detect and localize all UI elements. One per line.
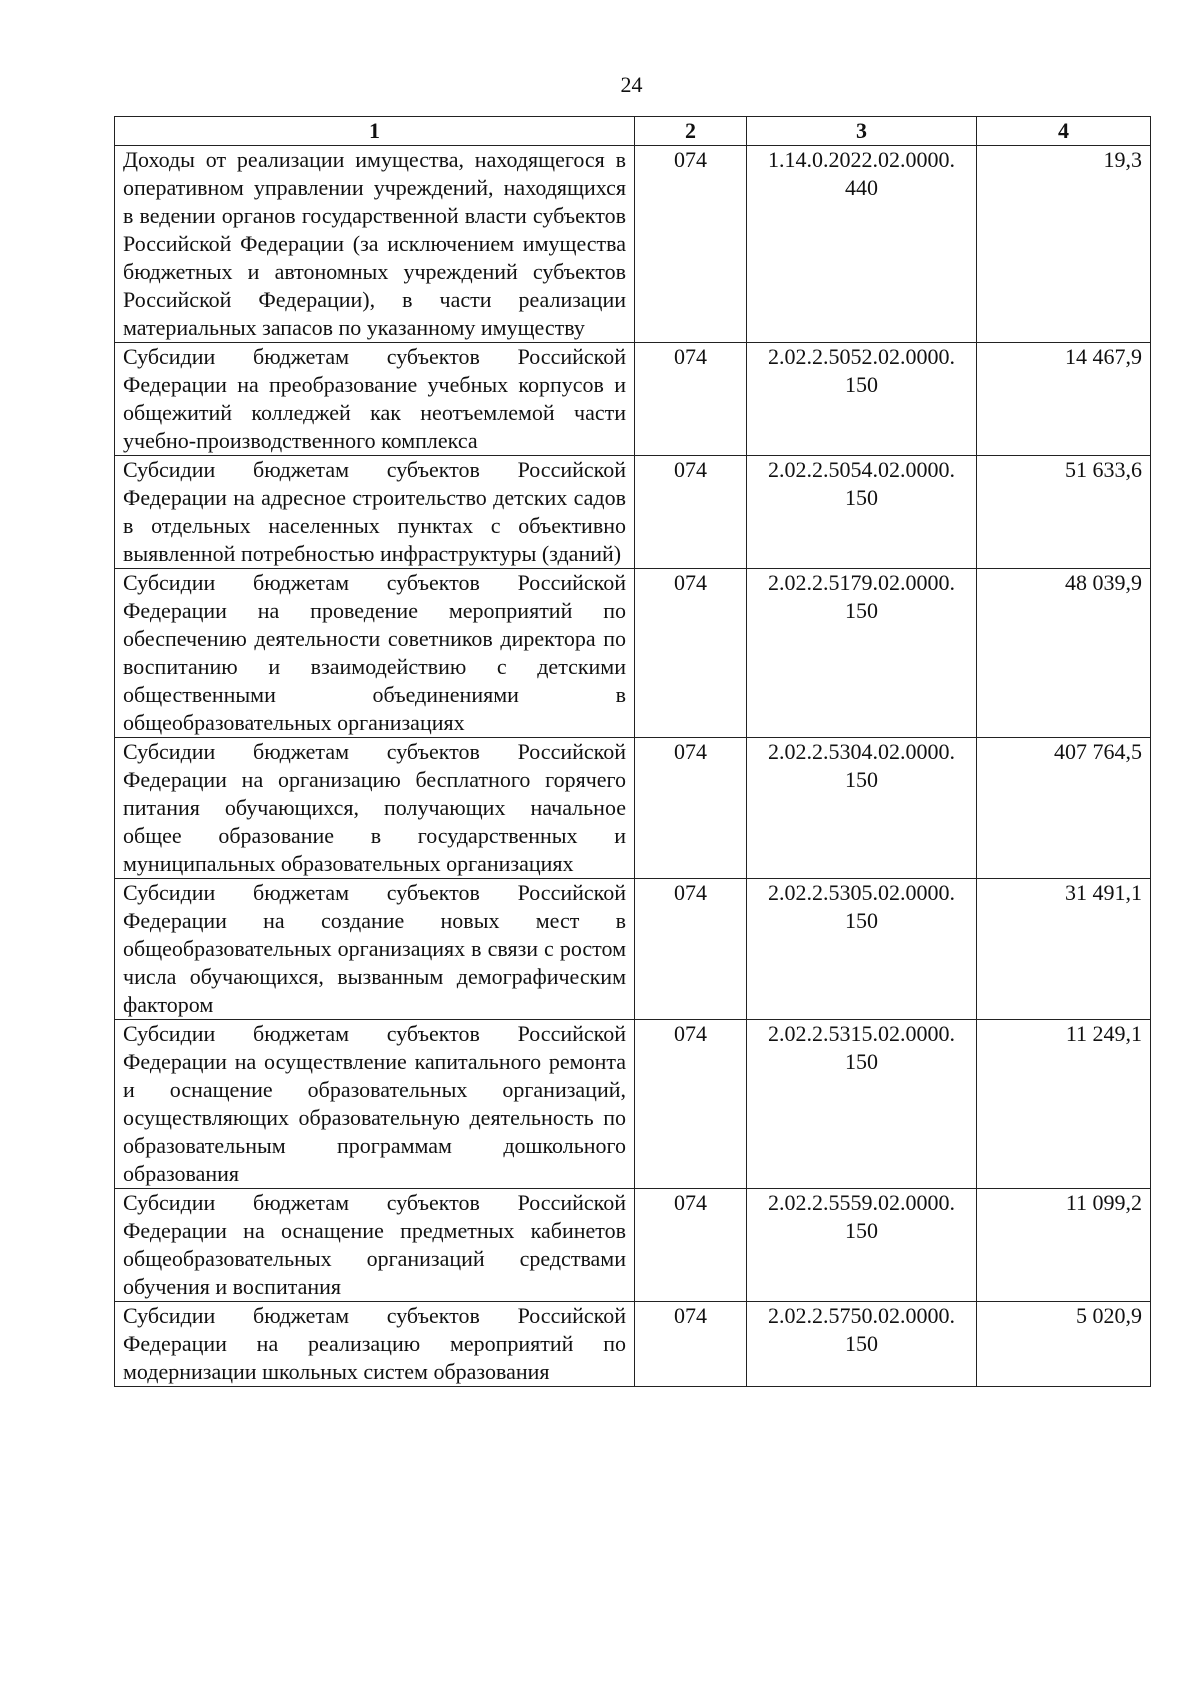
table-row (115, 1189, 1151, 1302)
amount-value: 19,3 (977, 146, 1151, 343)
amount-value: 14 467,9 (977, 343, 1151, 456)
header-row (115, 117, 1151, 146)
revenue-table (114, 116, 1151, 1387)
revenue-description: Доходы от реализации имущества, находящегося в оперативном управлении учреждений, находящихся в ведении органов государственной власти субъектов Российской Федерации (за исключением имущества бюджетных и автономных учреждений субъектов Российской Федерации), в части реализации материальных запасов по указанному имуществу (115, 146, 635, 343)
amount-value: 11 099,2 (977, 1189, 1151, 1302)
administrator-code: 074 (635, 738, 747, 879)
table-row (115, 456, 1151, 569)
amount-value: 407 764,5 (977, 738, 1151, 879)
budget-classification-code: 2.02.2.5054.02.0000. 150 (747, 456, 977, 569)
table-row (115, 343, 1151, 456)
amount-value: 51 633,6 (977, 456, 1151, 569)
revenue-description: Субсидии бюджетам субъектов Российской Федерации на создание новых мест в общеобразовательных организациях в связи с ростом числа обучающихся, вызванным демографическим фактором (115, 879, 635, 1020)
administrator-code: 074 (635, 879, 747, 1020)
budget-classification-code: 1.14.0.2022.02.0000. 440 (747, 146, 977, 343)
table-row (115, 879, 1151, 1020)
header-col-4: 4 (977, 117, 1151, 146)
amount-value: 11 249,1 (977, 1020, 1151, 1189)
budget-classification-code: 2.02.2.5304.02.0000. 150 (747, 738, 977, 879)
amount-value: 48 039,9 (977, 569, 1151, 738)
budget-classification-code: 2.02.2.5052.02.0000. 150 (747, 343, 977, 456)
table-row (115, 1302, 1151, 1387)
administrator-code: 074 (635, 1020, 747, 1189)
header-col-3: 3 (747, 117, 977, 146)
revenue-description: Субсидии бюджетам субъектов Российской Федерации на адресное строительство детских садов в отдельных населенных пунктах с объективно выявленной потребностью инфраструктуры (зданий) (115, 456, 635, 569)
table-header (115, 117, 1151, 146)
administrator-code: 074 (635, 569, 747, 738)
budget-classification-code: 2.02.2.5315.02.0000. 150 (747, 1020, 977, 1189)
table-row (115, 569, 1151, 738)
administrator-code: 074 (635, 456, 747, 569)
revenue-description: Субсидии бюджетам субъектов Российской Федерации на оснащение предметных кабинетов общеобразовательных организаций средствами обучения и воспитания (115, 1189, 635, 1302)
table-row (115, 738, 1151, 879)
budget-classification-code: 2.02.2.5750.02.0000. 150 (747, 1302, 977, 1387)
header-col-1: 1 (115, 117, 635, 146)
header-col-2: 2 (635, 117, 747, 146)
table-row (115, 146, 1151, 343)
revenue-description: Субсидии бюджетам субъектов Российской Федерации на организацию бесплатного горячего питания обучающихся, получающих начальное общее образование в государственных и муниципальных образовательных организациях (115, 738, 635, 879)
table-row (115, 1020, 1151, 1189)
administrator-code: 074 (635, 1302, 747, 1387)
amount-value: 31 491,1 (977, 879, 1151, 1020)
administrator-code: 074 (635, 146, 747, 343)
budget-classification-code: 2.02.2.5179.02.0000. 150 (747, 569, 977, 738)
administrator-code: 074 (635, 343, 747, 456)
page-number: 24 (620, 72, 643, 97)
amount-value: 5 020,9 (977, 1302, 1151, 1387)
budget-classification-code: 2.02.2.5305.02.0000. 150 (747, 879, 977, 1020)
revenue-description: Субсидии бюджетам субъектов Российской Федерации на проведение мероприятий по обеспечению деятельности советников директора по воспитанию и взаимодействию с детскими общественными объединениями в общеобразовательных организациях (115, 569, 635, 738)
administrator-code: 074 (635, 1189, 747, 1302)
revenue-description: Субсидии бюджетам субъектов Российской Федерации на преобразование учебных корпусов и общежитий колледжей как неотъемлемой части учебно-производственного комплекса (115, 343, 635, 456)
budget-classification-code: 2.02.2.5559.02.0000. 150 (747, 1189, 977, 1302)
table-body (115, 146, 1151, 1387)
revenue-description: Субсидии бюджетам субъектов Российской Федерации на реализацию мероприятий по модернизации школьных систем образования (115, 1302, 635, 1387)
revenue-description: Субсидии бюджетам субъектов Российской Федерации на осуществление капитального ремонта и оснащение образовательных организаций, осуществляющих образовательную деятельность по образовательным программам дошкольного образования (115, 1020, 635, 1189)
